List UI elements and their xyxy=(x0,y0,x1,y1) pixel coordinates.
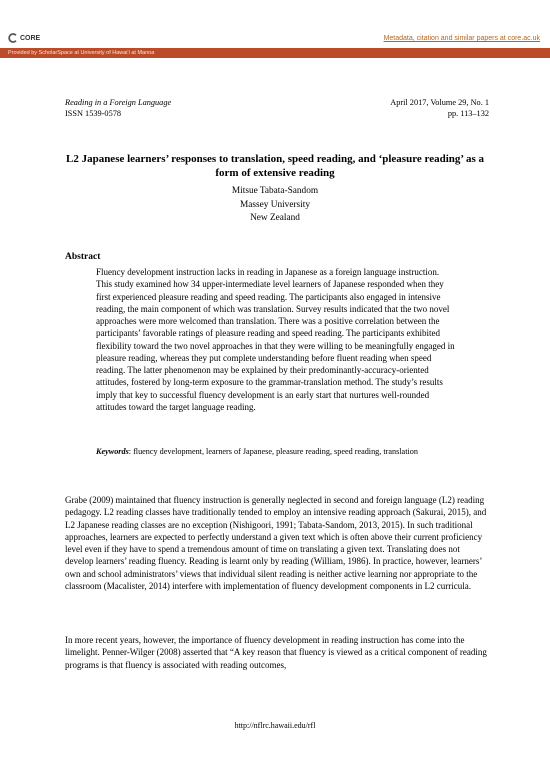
author-country: New Zealand xyxy=(250,213,300,223)
keywords-label: Keywords xyxy=(96,447,129,456)
page-range: pp. 113–132 xyxy=(447,109,489,118)
journal-name: Reading in a Foreign Language xyxy=(65,98,172,107)
core-logo-icon xyxy=(8,33,18,43)
body-paragraph-1: Grabe (2009) maintained that fluency instruction is generally neglected in second and foreign language (L2) reading pedagogy. L2 reading classes have traditionally tended to employ an intensive reading approach (Sakurai, 2015), and L2 Japanese reading classes are no exception (Nishigoori, 1991; Tabata-Sandom, 2013, 2015). In such traditional approaches, learners are expected to perfectly understand a given text which is often above their current proficiency level even if they have to spend a tremendous amount of time on translating a given text. Translating does not develop learners’ reading fluency. Reading is learnt only by reading (William, 1986). In practice, however, learners’ own and school administrators’ views that individual silent reading is neither active learning nor appropriate to the classroom (Macalister, 2014) interfere with implementation of fluency development components in L2 curricula. xyxy=(65,495,487,592)
footer-url[interactable]: http://nflrc.hawaii.edu/rfl xyxy=(234,721,316,730)
core-logo[interactable] xyxy=(8,31,40,45)
author-name: Mitsue Tabata-Sandom xyxy=(231,186,319,196)
author-affiliation: Massey University xyxy=(240,200,310,210)
keywords xyxy=(96,446,456,458)
core-logo-text: CORE xyxy=(20,34,41,42)
provided-by-banner[interactable]: Provided by ScholarSpace at University of Hawai'i at Manoa xyxy=(0,48,550,58)
paper-title: L2 Japanese learners’ responses to translation, speed reading, and ‘pleasure reading’ as a form of extensive reading xyxy=(65,153,485,179)
abstract-text: Fluency development instruction lacks in reading in Japanese as a foreign language instruction. This study examined how 34 upper-intermediate level learners of Japanese responded when they first experienced pleasure reading and speed reading. The participants also engaged in intensive reading, the main component of which was translation. Survey results indicated that the two novel approaches were more welcomed than translation. There was a positive correlation between the participants’ favorable ratings of pleasure reading and speed reading. The participants exhibited flexibility toward the two novel approaches in that they were willing to be meaningfully engaged in pleasure reading, whereas they put complete understanding before fluent reading when speed reading. The latter phenomenon may be explained by their predominantly-accuracy-oriented attitudes, fostered by long-term exposure to the grammar-translation method. The study’s results imply that key to successful fluency development is an early start that nurtures well-rounded attitudes toward the target language reading. xyxy=(96,267,455,412)
core-metadata-link[interactable]: Metadata, citation and similar papers at core.ac.uk xyxy=(383,35,540,42)
abstract-heading: Abstract xyxy=(65,252,101,262)
issue-info: April 2017, Volume 29, No. 1 xyxy=(390,98,489,107)
keywords-list: : fluency development, learners of Japanese, pleasure reading, speed reading, translation xyxy=(128,447,418,456)
body-paragraph-2: In more recent years, however, the importance of fluency development in reading instruction has come into the limelight. Penner-Wilger (2008) asserted that “A key reason that fluency is viewed as a critical component of reading programs is that fluency is associated with reading outcomes, xyxy=(65,635,487,670)
issn: ISSN 1539-0578 xyxy=(65,109,122,118)
